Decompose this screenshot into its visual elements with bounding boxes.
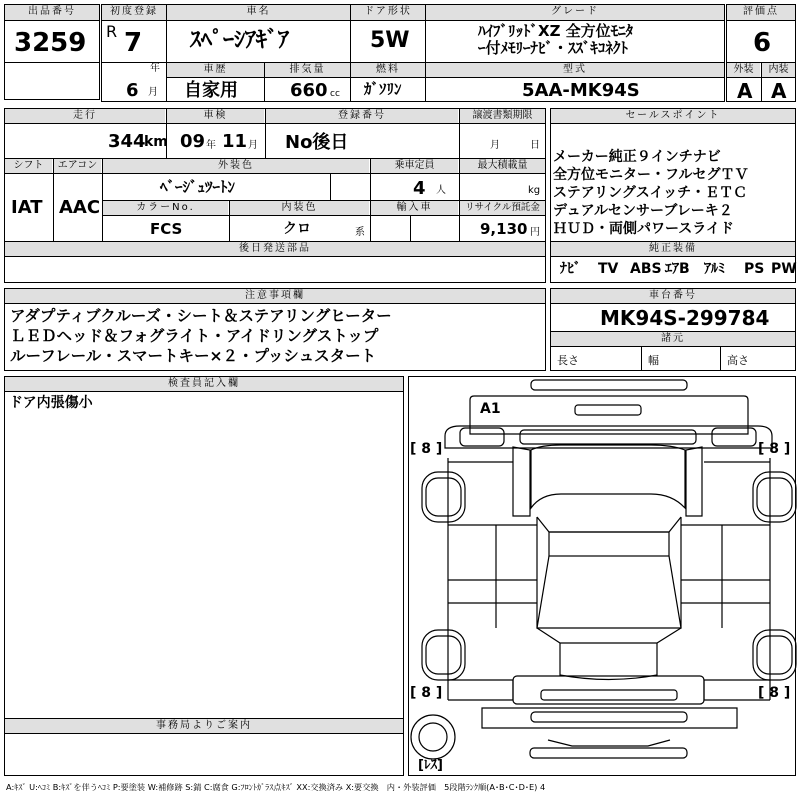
later-parts-label: 後日発送部品 bbox=[5, 242, 545, 256]
lot-label: 出品番号 bbox=[5, 5, 99, 20]
inspection-label: 車検 bbox=[167, 109, 264, 123]
history: 自家用 bbox=[184, 80, 238, 101]
notes-label: 注意事項欄 bbox=[5, 289, 545, 303]
exterior-color: ﾍﾞｰｼﾞｭﾂｰﾄﾝ bbox=[160, 178, 236, 196]
mileage-label: 走行 bbox=[5, 109, 165, 123]
recycle: 9,130 bbox=[480, 220, 528, 238]
score: 6 bbox=[753, 28, 772, 58]
sales-points-label: セールスポイント bbox=[551, 109, 795, 123]
recycle-label: リサイクル預託金 bbox=[460, 201, 545, 215]
note-1: アダプティブクルーズ・シート＆ステアリングヒーター bbox=[10, 307, 392, 325]
grade-label: グレード bbox=[426, 5, 724, 20]
transfer-month-unit: 月 bbox=[490, 140, 500, 151]
shift-label: シフト bbox=[5, 159, 52, 173]
equip-airbag: ｴｱB bbox=[665, 261, 690, 277]
capacity-label: 乗車定員 bbox=[371, 159, 458, 173]
door-type: 5W bbox=[370, 28, 410, 53]
equip-pw: PW bbox=[771, 261, 797, 277]
tire-rr: [ 8 ] bbox=[758, 685, 791, 701]
inspector-notes bbox=[4, 376, 404, 776]
color-no: FCS bbox=[150, 220, 183, 238]
capacity-unit: 人 bbox=[436, 185, 446, 196]
color-no-label: カラーNo. bbox=[103, 201, 228, 215]
name-label: 車名 bbox=[167, 5, 350, 20]
month-unit: 月 bbox=[148, 87, 158, 98]
import-label: 輸入車 bbox=[371, 201, 458, 215]
interior-unit: 系 bbox=[355, 227, 365, 238]
door-label: ドア形状 bbox=[351, 5, 425, 20]
insp-month-unit: 月 bbox=[248, 140, 258, 151]
int-color-label: 内装色 bbox=[230, 201, 369, 215]
sales-point-5: ＨＵＤ・両側パワースライド bbox=[553, 221, 734, 237]
mileage: 344 bbox=[108, 131, 146, 152]
disp-unit: cc bbox=[330, 89, 340, 99]
sales-point-4: デュアルセンサーブレーキ２ bbox=[553, 203, 733, 219]
tire-rl: [ 8 ] bbox=[410, 685, 443, 701]
lot-number: 3259 bbox=[14, 28, 87, 58]
model-label: 型式 bbox=[426, 63, 724, 77]
history-label: 車歴 bbox=[167, 63, 264, 77]
transfer-label: 譲渡書類期限 bbox=[460, 109, 545, 123]
capacity: 4 bbox=[413, 178, 426, 199]
equip-tv: TV bbox=[598, 261, 619, 277]
ext-color-label: 外装色 bbox=[103, 159, 369, 173]
damage-mark-a1: A1 bbox=[480, 401, 501, 417]
car-name: ｽﾍﾟｰｼｱｷﾞｱ bbox=[190, 28, 290, 53]
insp-year: 09 bbox=[180, 131, 206, 152]
chassis-label: 車台番号 bbox=[551, 289, 795, 303]
specs-label: 諸元 bbox=[551, 332, 795, 346]
spare-tire: [ﾚｽ] bbox=[418, 758, 443, 773]
car-diagram bbox=[408, 376, 796, 776]
shift: IAT bbox=[11, 197, 43, 218]
int-score-label: 内装 bbox=[762, 63, 795, 77]
fuel-label: 燃料 bbox=[351, 63, 425, 77]
transfer-day-unit: 日 bbox=[530, 140, 540, 151]
inspector-label: 検査員記入欄 bbox=[5, 377, 403, 391]
sales-point-1: メーカー純正９インチナビ bbox=[553, 149, 721, 165]
max-load-label: 最大積載量 bbox=[460, 159, 545, 173]
ext-score-label: 外装 bbox=[727, 63, 760, 77]
note-3: ルーフレール・スマートキー×２・プッシュスタート bbox=[10, 347, 377, 365]
chassis-number: MK94S-299784 bbox=[600, 306, 770, 330]
disp-label: 排気量 bbox=[265, 63, 350, 77]
interior-color: クロ bbox=[283, 221, 311, 237]
inspector-text: ドア内張傷小 bbox=[9, 395, 93, 411]
reg-year: 7 bbox=[124, 28, 143, 58]
insp-month: 11 bbox=[222, 131, 248, 152]
reg-month: 6 bbox=[126, 80, 139, 101]
regno-label: 登録番号 bbox=[266, 109, 458, 123]
ac-label: エアコン bbox=[54, 159, 101, 173]
spec-height: 高さ bbox=[727, 354, 749, 367]
sales-point-2: 全方位モニター・フルセグＴＶ bbox=[553, 167, 749, 183]
tire-fl: [ 8 ] bbox=[410, 441, 443, 457]
ac: AAC bbox=[59, 197, 101, 218]
reg-number: No後日 bbox=[285, 132, 349, 153]
grade-line1: ﾊｲﾌﾞﾘｯﾄﾞXZ 全方位ﾓﾆﾀ bbox=[478, 22, 634, 40]
insp-year-unit: 年 bbox=[206, 140, 216, 151]
office-label: 事務局よりご案内 bbox=[5, 719, 403, 733]
spec-length: 長さ bbox=[557, 354, 579, 367]
sales-point-3: ステアリングスイッチ・ＥＴＣ bbox=[553, 185, 748, 201]
note-2: ＬＥＤヘッド＆フォグライト・アイドリングストップ bbox=[10, 327, 379, 345]
score-label: 評価点 bbox=[727, 5, 795, 20]
mileage-unit: km bbox=[144, 134, 168, 150]
equip-alloy: ｱﾙﾐ bbox=[704, 261, 725, 277]
model: 5AA-MK94S bbox=[522, 80, 640, 101]
spec-width: 幅 bbox=[648, 354, 659, 367]
equipment-label: 純正装備 bbox=[551, 242, 795, 256]
equip-ps: PS bbox=[744, 261, 765, 277]
equip-navi: ﾅﾋﾞ bbox=[560, 261, 581, 277]
grade-line2: ｰ付ﾒﾓﾘｰﾅﾋﾞ・ｽｽﾞｷｺﾈｸﾄ bbox=[478, 39, 629, 57]
fuel: ｶﾞｿﾘﾝ bbox=[364, 80, 402, 98]
year-unit: 年 bbox=[150, 63, 160, 74]
displacement: 660 bbox=[290, 80, 328, 101]
reg-label: 初度登録 bbox=[102, 5, 166, 20]
era: R bbox=[106, 22, 118, 41]
recycle-unit: 円 bbox=[530, 227, 540, 238]
tire-fr: [ 8 ] bbox=[758, 441, 791, 457]
legend: A:ｷｽﾞ U:ﾍｺﾐ B:ｷｽﾞを伴うﾍｺﾐ P:要塗装 W:補修跡 S:錆 C:腐食 G:ﾌﾛﾝﾄｶﾞﾗｽ点ｷｽﾞ XX:交換済み X:要交換 内・外装評価 5段階ﾗﾝｸ順(A･B･C･D･E) 4 bbox=[6, 782, 546, 792]
int-score: A bbox=[771, 79, 787, 103]
equip-abs: ABS bbox=[630, 261, 662, 277]
ext-score: A bbox=[737, 79, 753, 103]
max-load-unit: kg bbox=[528, 185, 541, 196]
